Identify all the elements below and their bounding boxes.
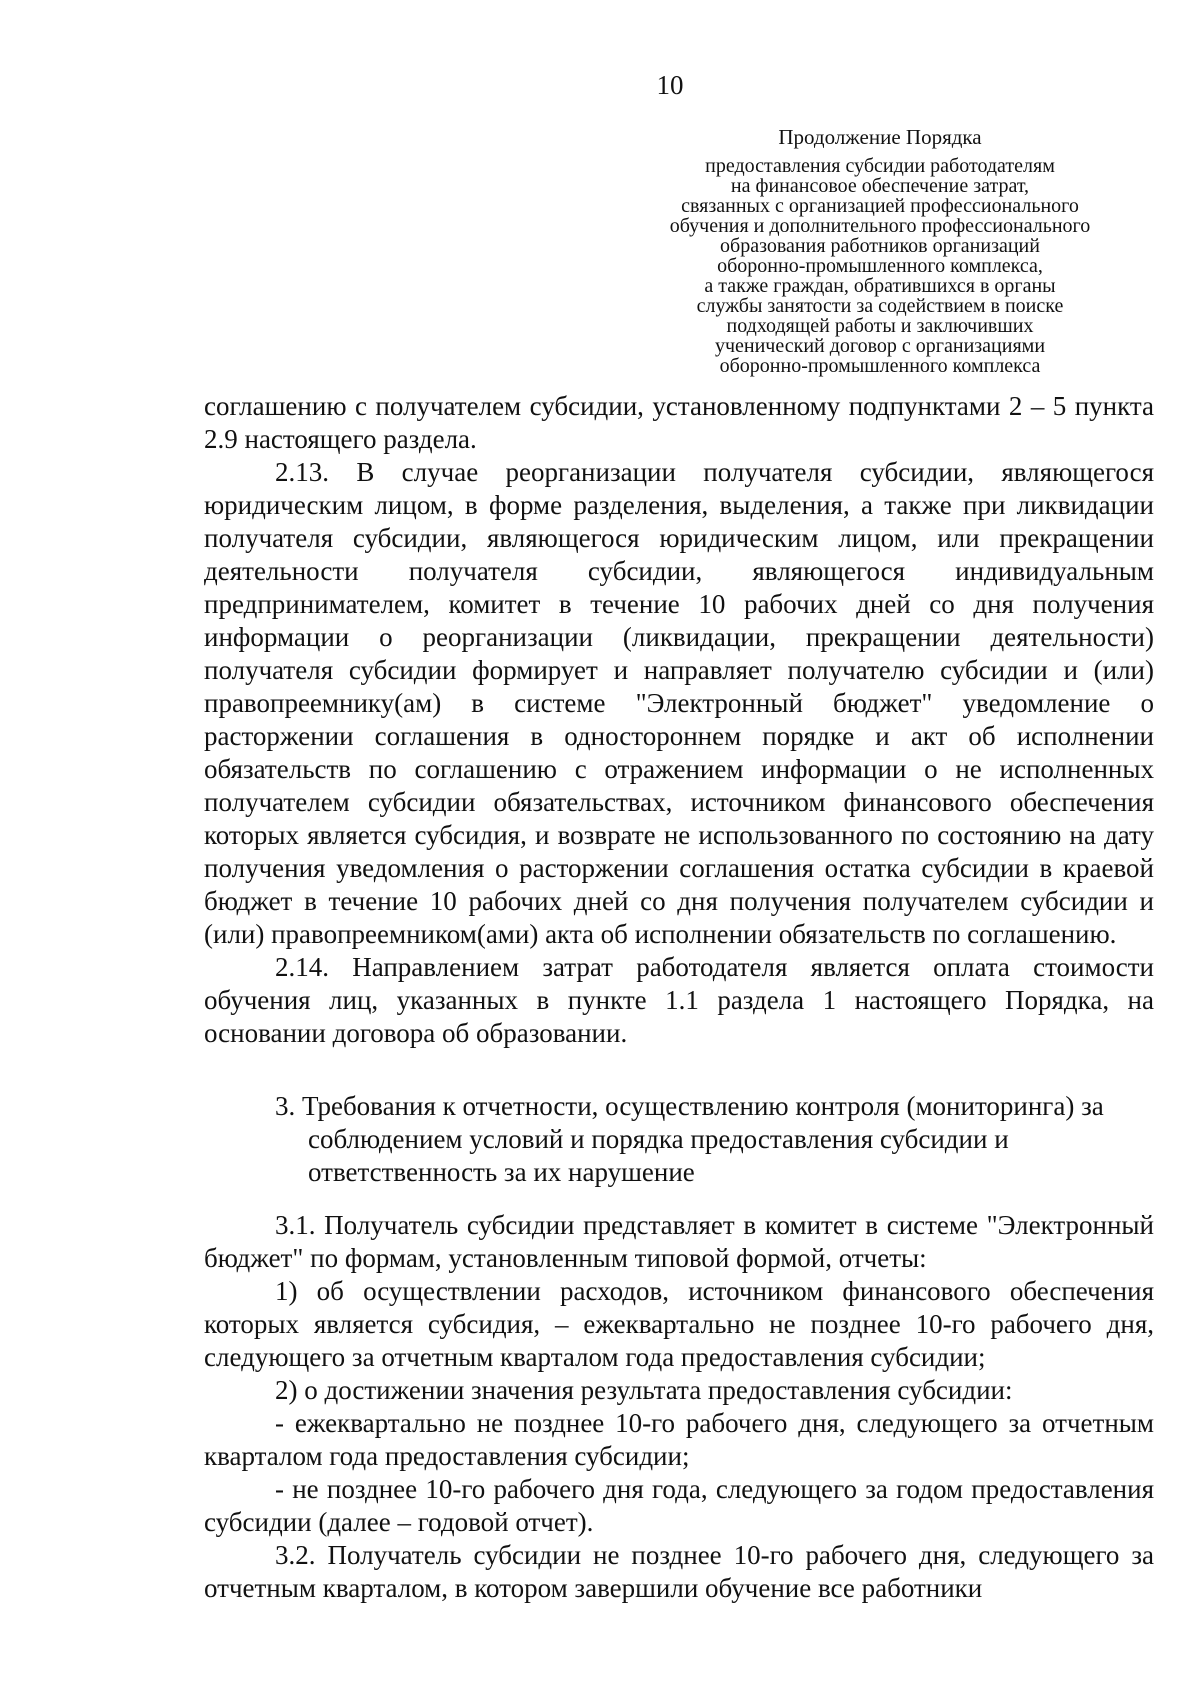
page-number: 10 [656, 70, 684, 100]
paragraph-3-2: 3.2. Получатель субсидии не позднее 10-го рабочего дня, следующего за отчетным кварталом, в котором завершили обучение все работники [204, 1540, 1154, 1603]
header-line: подходящей работы и заключивших [726, 315, 1034, 337]
paragraph-3-1: 3.1. Получатель субсидии представляет в комитет в системе "Электронный бюджет" по формам, установленным типовой формой, отчеты: [204, 1210, 1154, 1273]
paragraph-2-14: 2.14. Направлением затрат работодателя является оплата стоимости обучения лиц, указанных в пункте 1.1 раздела 1 настоящего Порядка, на основании договора об образовании. [204, 952, 1154, 1048]
section-heading-line: 3. Требования к отчетности, осуществлению контроля (мониторинга) за [275, 1091, 1104, 1121]
paragraph-2-13: 2.13. В случае реорганизации получателя субсидии, являющегося юридическим лицом, в форме разделения, выделения, а также при ликвидации получателя субсидии, являющегося юридическим лицом, или прекращении деятельности получателя субсидии, являющегося индивидуальным предпринимателем, комитет в течение 10 рабочих дней со дня получения информации о реорганизации (ликвидации, прекращении деятельности) получателя субсидии формирует и направляет получателю субсидии и (или) правопреемнику(ам) в системе "Электронный бюджет" уведомление о расторжении соглашения в одностороннем порядке и акт об исполнении обязательств по соглашению с отражением информации о не исполненных получателем субсидии обязательствах, источником финансового обеспечения которых является субсидия, и возврате не использованного по состоянию на дату получения уведомления о расторжении соглашения остатка субсидии в краевой бюджет в течение 10 рабочих дней со дня получения получателем субсидии и (или) правопреемником(ами) акта об исполнении обязательств по соглашению. [204, 457, 1154, 949]
header-line: службы занятости за содействием в поиске [696, 295, 1064, 317]
list-item: 1) об осуществлении расходов, источником финансового обеспечения которых является субсидия, – ежеквартально не позднее 10-го рабочего дня, следующего за отчетным кварталом года предоставления субсидии; [204, 1276, 1154, 1372]
paragraph-continuation: соглашению с получателем субсидии, установленному подпунктами 2 – 5 пункта 2.9 настоящего раздела. [204, 391, 1154, 454]
list-item: - ежеквартально не позднее 10-го рабочего дня, следующего за отчетным кварталом года предоставления субсидии; [204, 1408, 1154, 1471]
header-line: оборонно-промышленного комплекса [719, 355, 1041, 377]
section-3-heading [204, 1090, 1154, 1189]
list-item: - не позднее 10-го рабочего дня года, следующего за годом предоставления субсидии (далее – годовой отчет). [204, 1474, 1154, 1537]
section-heading-line: соблюдением условий и порядка предоставления субсидии и [308, 1124, 1009, 1154]
section-heading-line: ответственность за их нарушение [308, 1157, 695, 1187]
header-title: Продолжение Порядка [778, 125, 982, 149]
header-line: обучения и дополнительного профессионального [669, 215, 1091, 237]
header-line: оборонно-промышленного комплекса, [717, 255, 1043, 277]
header-line: предоставления субсидии работодателям [705, 155, 1055, 177]
list-item: 2) о достижении значения результата предоставления субсидии: [275, 1375, 1013, 1405]
document-body [204, 390, 1154, 1605]
header-line: связанных с организацией профессионального [681, 195, 1079, 217]
header-line: на финансовое обеспечение затрат, [730, 175, 1030, 197]
header-line: а также граждан, обратившихся в органы [704, 275, 1056, 297]
header-line: образования работников организаций [720, 235, 1040, 257]
document-header [600, 125, 1160, 376]
header-line: ученический договор с организациями [714, 335, 1046, 357]
